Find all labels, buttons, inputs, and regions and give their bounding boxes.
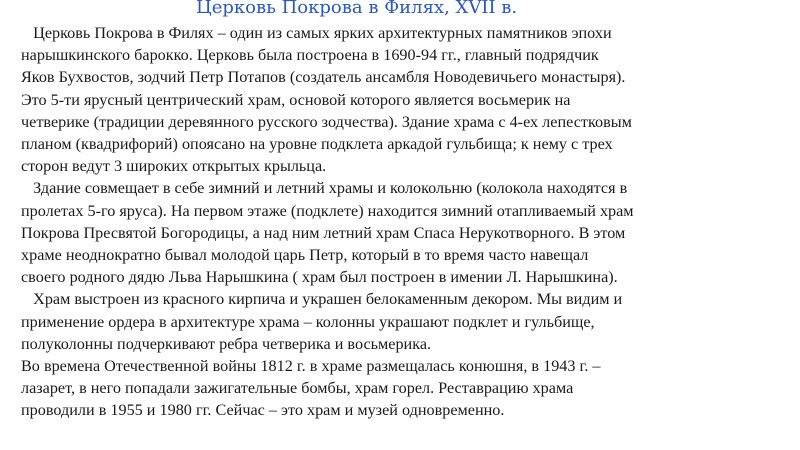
text-line: Яков Бухвостов, зодчий Петр Потапов (создатель ансамбля Новодевичьего монастыря).: [21, 68, 626, 87]
text-line: четверике (традиции деревянного русского зодчества). Здание храма с 4-ех лепестковым: [21, 112, 632, 131]
text-line: лазарет, в него попадали зажигательные бомбы, храм горел. Реставрацию храма: [21, 379, 574, 398]
text-line: своего родного дядю Льва Нарышкина ( храм был построен в имении Л. Нарышкина).: [21, 268, 618, 287]
body-text: [21, 22, 791, 422]
text-line: Покрова Пресвятой Богородицы, а над ним летний храм Спаса Нерукотворного. В этом: [21, 223, 626, 242]
text-line: применение ордера в архитектуре храма – колонны украшают подклет и гульбище,: [21, 312, 595, 331]
text-line: Здание совмещает в себе зимний и летний храмы и колокольню (колокола находятся в: [21, 179, 628, 198]
text-line: проводили в 1955 и 1980 гг. Сейчас – это храм и музей одновременно.: [21, 401, 505, 420]
text-line: планом (квадрифорий) опоясано на уровне подклета аркадой гульбища; к нему с трех: [21, 135, 613, 154]
text-line: сторон ведут 3 широких открытых крыльца.: [21, 157, 327, 176]
text-line: пролетах 5-го яруса). На первом этаже (подклете) находится зимний отапливаемый храм: [21, 201, 634, 220]
text-line: Во времена Отечественной войны 1812 г. в храме размещалась конюшня, в 1943 г. –: [21, 357, 601, 376]
text-line: Это 5-ти ярусный центрический храм, основой которого является восьмерик на: [21, 90, 571, 109]
text-line: полуколонны подчеркивают ребра четверика и восьмерика.: [21, 334, 432, 353]
text-line: Храм выстроен из красного кирпича и украшен белокаменным декором. Мы видим и: [21, 290, 623, 309]
text-line: нарышкинского барокко. Церковь была построена в 1690-94 гг., главный подрядчик: [21, 46, 599, 65]
page-title: Церковь Покрова в Филях, XVII в.: [196, 0, 518, 18]
text-line: храме неоднократно бывал молодой царь Петр, который в то время часто навещал: [21, 246, 589, 265]
text-line: Церковь Покрова в Филях – один из самых ярких архитектурных памятников эпохи: [21, 24, 612, 42]
